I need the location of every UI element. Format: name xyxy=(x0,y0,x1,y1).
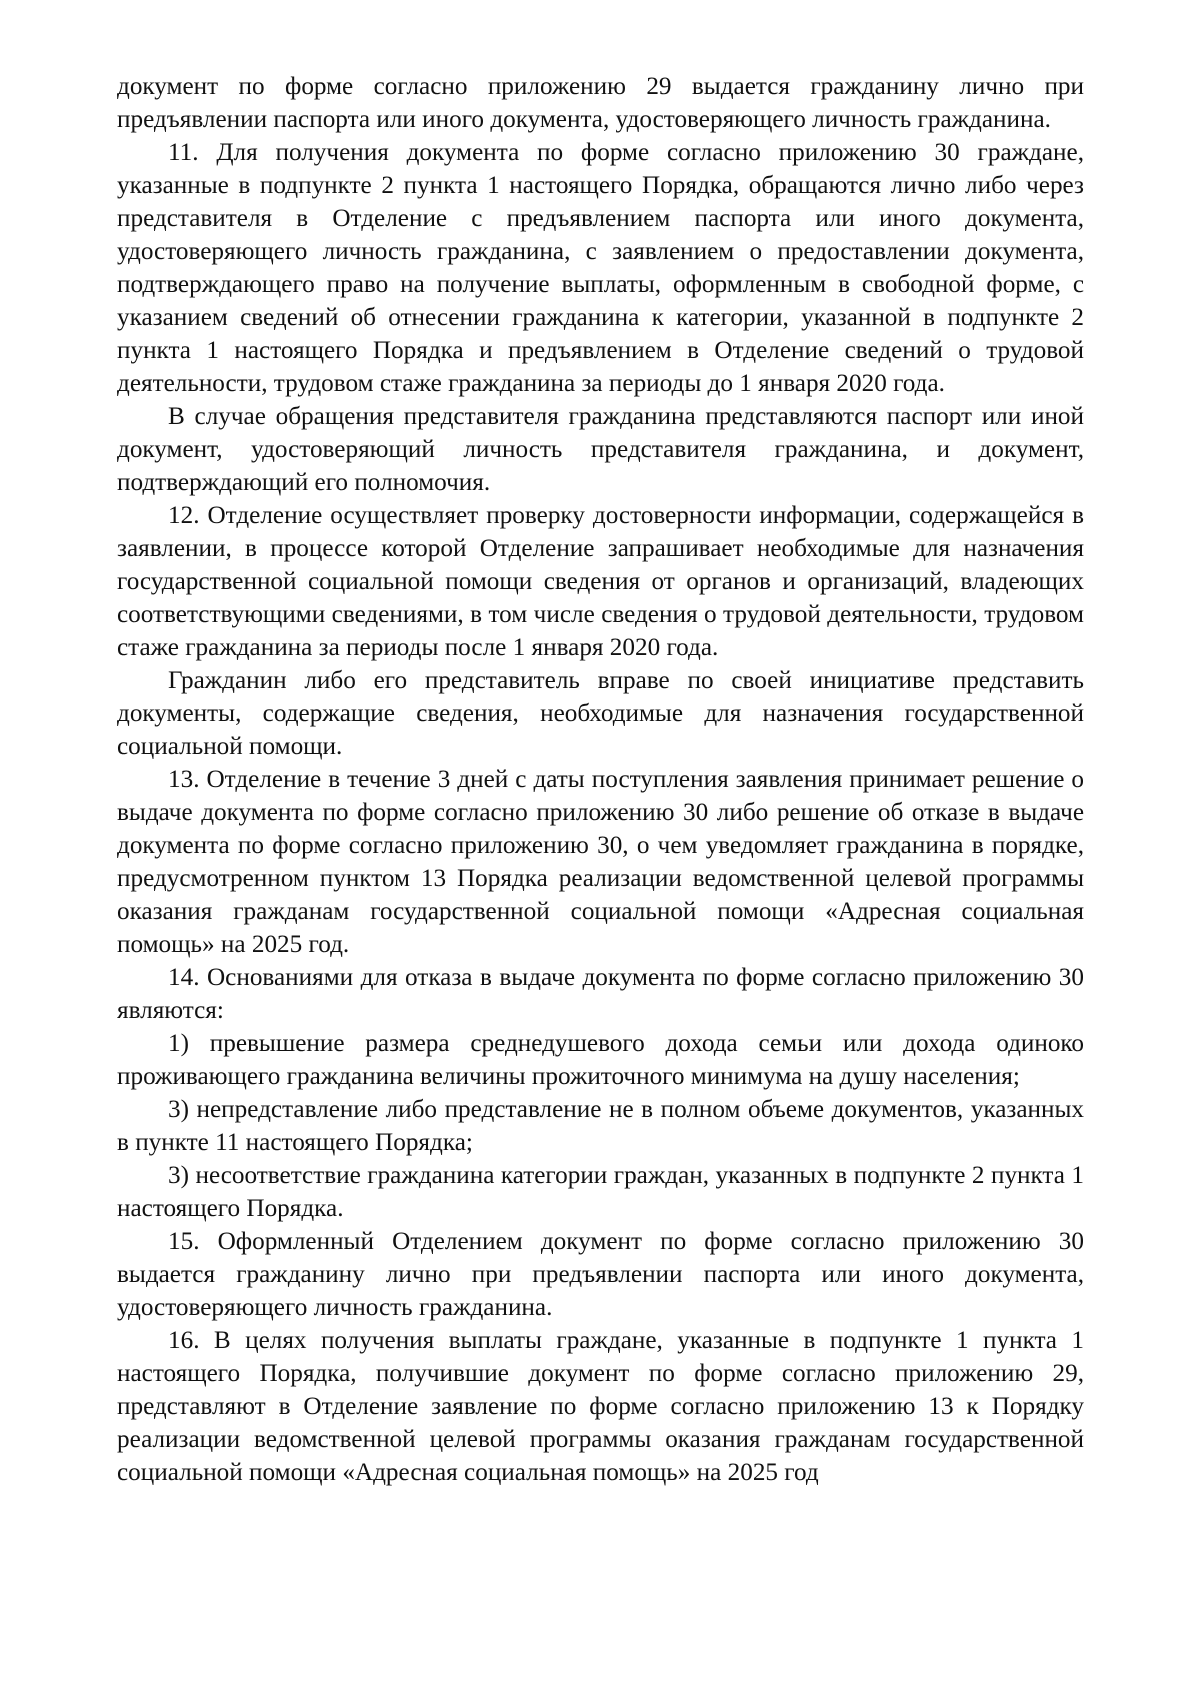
list-item-3: 3) несоответствие гражданина категории граждан, указанных в подпункте 2 пункта 1 настоящего Порядка. xyxy=(117,1162,1084,1222)
paragraph-item-15: 15. Оформленный Отделением документ по форме согласно приложению 30 выдается гражданину лично при предъявлении паспорта или иного документа, удостоверяющего личность гражданина. xyxy=(117,1228,1084,1321)
list-item-2: 3) непредставление либо представление не в полном объеме документов, указанных в пункте 11 настоящего Порядка; xyxy=(117,1096,1084,1156)
paragraph-item-14: 14. Основаниями для отказа в выдаче документа по форме согласно приложению 30 являются: xyxy=(117,964,1084,1024)
paragraph-citizen-initiative: Гражданин либо его представитель вправе по своей инициативе представить документы, содержащие сведения, необходимые для назначения государственной социальной помощи. xyxy=(117,667,1084,760)
list-item-1: 1) превышение размера среднедушевого дохода семьи или дохода одиноко проживающего гражданина величины прожиточного минимума на душу населения; xyxy=(117,1030,1084,1090)
paragraph-representative: В случае обращения представителя гражданина представляются паспорт или иной документ, удостоверяющий личность представителя гражданина, и документ, подтверждающий его полномочия. xyxy=(117,403,1084,496)
paragraph-continuation: документ по форме согласно приложению 29 выдается гражданину лично при предъявлении паспорта или иного документа, удостоверяющего личность гражданина. xyxy=(117,73,1084,133)
paragraph-item-16: 16. В целях получения выплаты граждане, указанные в подпункте 1 пункта 1 настоящего Порядка, получившие документ по форме согласно приложению 29, представляют в Отделение заявление по форме согласно приложению 13 к Порядку реализации ведомственной целевой программы оказания гражданам государственной социальной помощи «Адресная социальная помощь» на 2025 год xyxy=(117,1327,1084,1486)
document-body xyxy=(117,70,1084,1489)
paragraph-item-12: 12. Отделение осуществляет проверку достоверности информации, содержащейся в заявлении, в процессе которой Отделение запрашивает необходимые для назначения государственной социальной помощи сведения от органов и организаций, владеющих соответствующими сведениями, в том числе сведения о трудовой деятельности, трудовом стаже гражданина за периоды после 1 января 2020 года. xyxy=(117,502,1084,661)
paragraph-item-13: 13. Отделение в течение 3 дней с даты поступления заявления принимает решение о выдаче документа по форме согласно приложению 30 либо решение об отказе в выдаче документа по форме согласно приложению 30, о чем уведомляет гражданина в порядке, предусмотренном пунктом 13 Порядка реализации ведомственной целевой программы оказания гражданам государственной социальной помощи «Адресная социальная помощь» на 2025 год. xyxy=(117,766,1084,958)
paragraph-item-11: 11. Для получения документа по форме согласно приложению 30 граждане, указанные в подпункте 2 пункта 1 настоящего Порядка, обращаются лично либо через представителя в Отделение с предъявлением паспорта или иного документа, удостоверяющего личность гражданина, с заявлением о предоставлении документа, подтверждающего право на получение выплаты, оформленным в свободной форме, с указанием сведений об отнесении гражданина к категории, указанной в подпункте 2 пункта 1 настоящего Порядка и предъявлением в Отделение сведений о трудовой деятельности, трудовом стаже гражданина за периоды до 1 января 2020 года. xyxy=(117,139,1084,397)
